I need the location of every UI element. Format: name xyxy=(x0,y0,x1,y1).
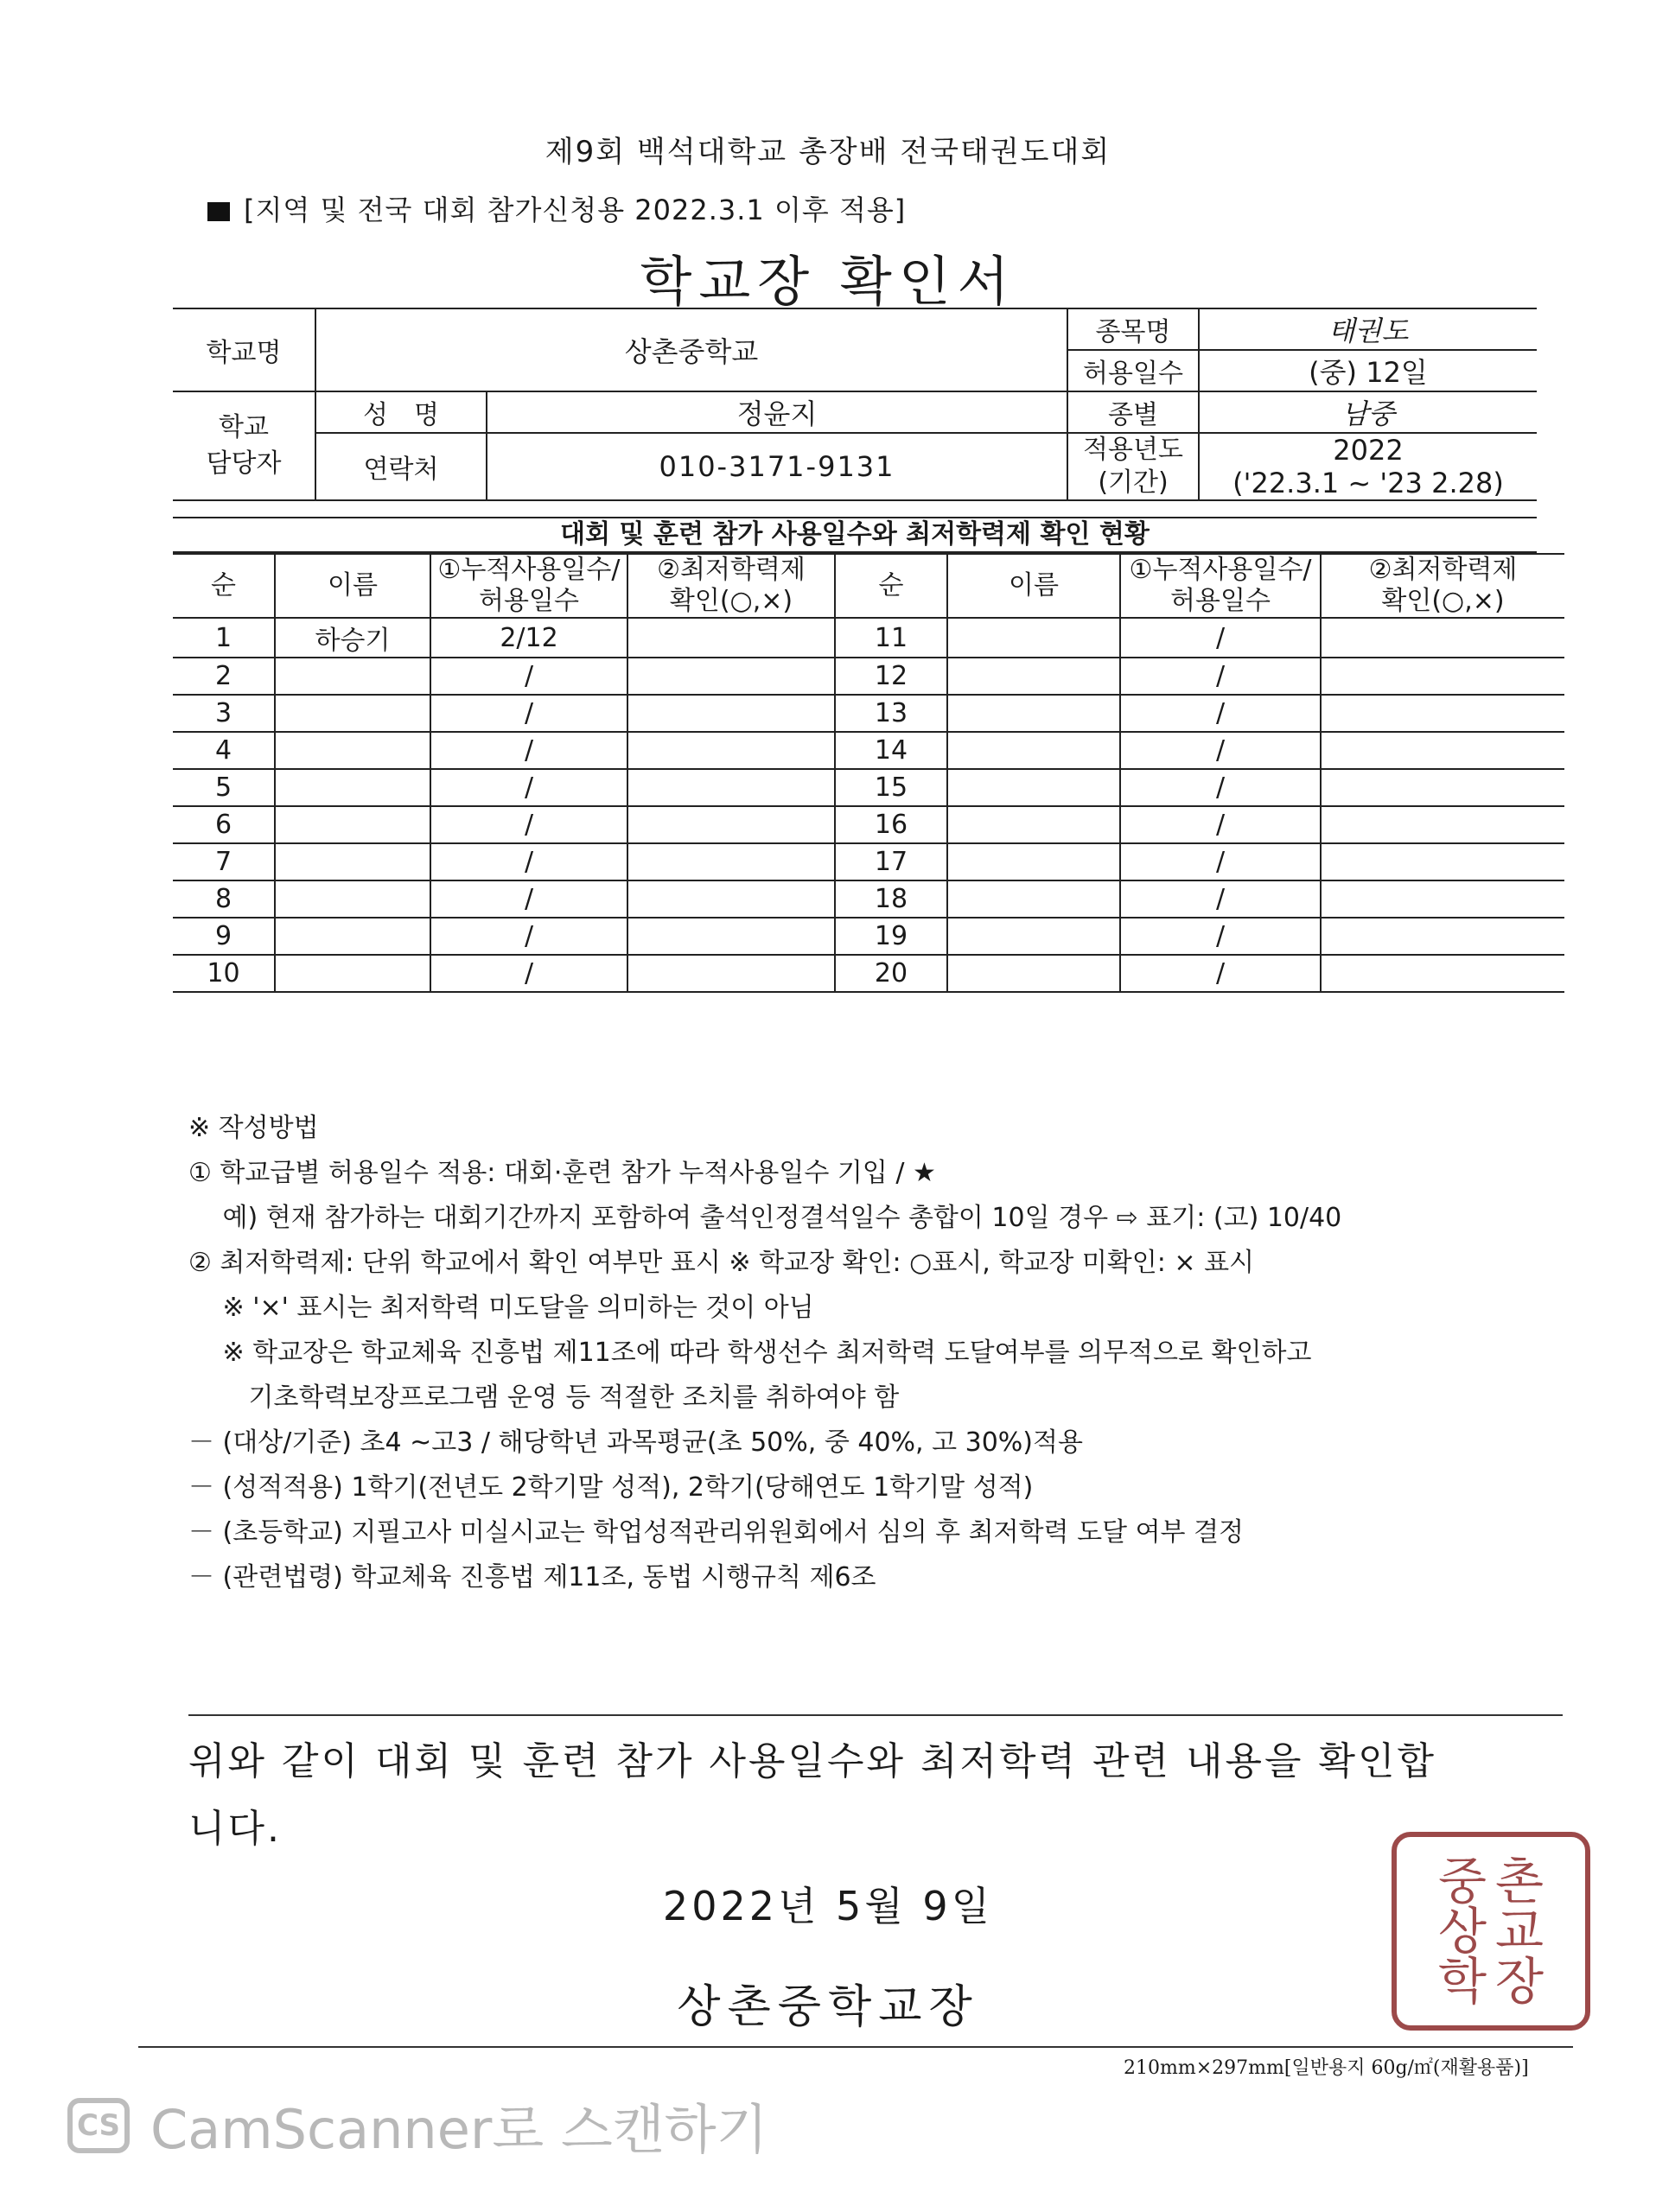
row-number: 11 xyxy=(835,618,947,658)
watermark-text: CamScanner로 스캔하기 xyxy=(150,2098,768,2161)
note-line: － (초등학교) 지필고사 미실시교는 학업성적관리위원회에서 심의 후 최저학력 도달 여부 결정 xyxy=(188,1517,1245,1548)
table-row xyxy=(173,880,1564,918)
table-row xyxy=(173,732,1564,769)
row-number: 2 xyxy=(173,658,275,695)
grade-check xyxy=(1321,880,1564,918)
student-name xyxy=(275,955,430,992)
confirmation-statement xyxy=(188,1728,1571,1863)
table-row xyxy=(173,806,1564,843)
student-name xyxy=(947,955,1120,992)
grade-check xyxy=(627,843,835,880)
student-name xyxy=(275,695,430,732)
days-used: / xyxy=(1120,658,1321,695)
row-number: 3 xyxy=(173,695,275,732)
table-row xyxy=(173,769,1564,806)
col-header-name-left: 이름 xyxy=(275,554,430,618)
seal-char: 장 xyxy=(1494,1952,1545,2011)
category-label: 종별 xyxy=(1067,391,1199,433)
row-number: 20 xyxy=(835,955,947,992)
subtitle xyxy=(207,188,906,228)
days-used: / xyxy=(430,732,627,769)
row-number: 4 xyxy=(173,732,275,769)
seal-char: 상 xyxy=(1437,1902,1487,1961)
roster-table xyxy=(173,553,1564,993)
note-line: 기초학력보장프로그램 운영 등 적절한 조치를 취하여야 함 xyxy=(188,1382,900,1413)
days-used: / xyxy=(430,769,627,806)
student-name xyxy=(275,880,430,918)
col-header-days-right-2: 허용일수 xyxy=(1120,586,1321,618)
days-used: / xyxy=(430,843,627,880)
confirmation-line-2: 니다. xyxy=(188,1807,282,1851)
sport-label: 종목명 xyxy=(1067,308,1199,350)
official-seal-stamp xyxy=(1392,1832,1590,2031)
col-header-days-left: ①누적사용일수/ xyxy=(430,554,627,586)
grade-check xyxy=(627,769,835,806)
table-row xyxy=(173,618,1564,658)
divider xyxy=(138,2046,1573,2048)
status-heading: 대회 및 훈련 참가 사용일수와 최저학력제 확인 현황 xyxy=(173,517,1537,553)
grade-check xyxy=(1321,618,1564,658)
category-value: 남중 xyxy=(1199,391,1537,433)
signer-title: 상촌중학교장 xyxy=(677,1981,979,2033)
col-header-grade-left-2: 확인(○,×) xyxy=(627,586,835,618)
table-row xyxy=(173,955,1564,992)
table-row xyxy=(173,918,1564,955)
grade-check xyxy=(627,918,835,955)
col-header-name-right: 이름 xyxy=(947,554,1120,618)
contact-label-line-2: 담당자 xyxy=(206,448,282,479)
note-line: － (성적적용) 1학기(전년도 2학기말 성적), 2학기(당해연도 1학기말 성적) xyxy=(188,1472,1034,1503)
grade-check xyxy=(627,732,835,769)
grade-check xyxy=(1321,769,1564,806)
row-number: 1 xyxy=(173,618,275,658)
row-number: 18 xyxy=(835,880,947,918)
student-name xyxy=(947,732,1120,769)
row-number: 14 xyxy=(835,732,947,769)
student-name xyxy=(947,806,1120,843)
camscanner-watermark xyxy=(67,2087,768,2164)
school-name-label: 학교명 xyxy=(173,308,315,391)
row-number: 19 xyxy=(835,918,947,955)
grade-check xyxy=(1321,658,1564,695)
student-name xyxy=(275,769,430,806)
contact-label-line-1: 학교 xyxy=(219,412,269,442)
row-number: 5 xyxy=(173,769,275,806)
col-header-grade-right-2: 확인(○,×) xyxy=(1321,586,1564,618)
grade-check xyxy=(1321,918,1564,955)
grade-check xyxy=(627,880,835,918)
seal-char: 촌 xyxy=(1494,1852,1545,1910)
allowed-days-label: 허용일수 xyxy=(1067,350,1199,391)
days-used: / xyxy=(1120,880,1321,918)
student-name xyxy=(947,658,1120,695)
notes-title: ※ 작성방법 xyxy=(188,1113,319,1143)
student-name xyxy=(947,618,1120,658)
col-header-grade-right: ②최저학력제 xyxy=(1321,554,1564,586)
year-label-line-1: 적용년도 xyxy=(1083,435,1183,465)
student-name xyxy=(275,843,430,880)
note-line: － (대상/기준) 초4 ~고3 / 해당학년 과목평균(초 50%, 중 40%, 고 30%)적용 xyxy=(188,1427,1083,1458)
row-number: 8 xyxy=(173,880,275,918)
col-header-grade-left: ②최저학력제 xyxy=(627,554,835,586)
divider xyxy=(188,1714,1563,1716)
row-number: 10 xyxy=(173,955,275,992)
note-line: － (관련법령) 학교체육 진흥법 제11조, 동법 시행규칙 제6조 xyxy=(188,1562,876,1592)
row-number: 6 xyxy=(173,806,275,843)
camscanner-icon: CS xyxy=(67,2098,130,2153)
table-row xyxy=(173,843,1564,880)
sport-value: 태권도 xyxy=(1199,308,1537,350)
seal-char: 중 xyxy=(1437,1852,1487,1910)
roster-body xyxy=(173,618,1564,992)
allowed-days-value: (중) 12일 xyxy=(1199,350,1537,391)
student-name xyxy=(947,769,1120,806)
table-row xyxy=(173,695,1564,732)
year-value-cell xyxy=(1199,433,1537,500)
col-header-no-right: 순 xyxy=(835,554,947,618)
grade-check xyxy=(1321,843,1564,880)
seal-char: 학 xyxy=(1437,1952,1487,2011)
year-value: 2022 xyxy=(1333,434,1404,467)
days-used: / xyxy=(430,658,627,695)
grade-check xyxy=(1321,695,1564,732)
days-used: / xyxy=(1120,732,1321,769)
row-number: 16 xyxy=(835,806,947,843)
note-line: 예) 현재 참가하는 대회기간까지 포함하여 출석인정결석일수 총합이 10일 경우 ⇨ 표기: (고) 10/40 xyxy=(188,1203,1342,1233)
student-name xyxy=(275,658,430,695)
student-name xyxy=(947,880,1120,918)
name-label: 성 명 xyxy=(315,391,487,433)
col-header-days-left-2: 허용일수 xyxy=(430,586,627,618)
student-name: 하승기 xyxy=(275,618,430,658)
days-used: / xyxy=(1120,918,1321,955)
grade-check xyxy=(1321,806,1564,843)
subtitle-text: [지역 및 전국 대회 참가신청용 2022.3.1 이후 적용] xyxy=(244,194,907,226)
days-used: / xyxy=(1120,843,1321,880)
period-value: ('22.3.1 ~ '23 2.28) xyxy=(1232,467,1504,499)
square-bullet-icon xyxy=(207,202,230,221)
paper-size-note: 210mm×297mm[일반용지 60g/㎡(재활용품)] xyxy=(1124,2057,1529,2079)
year-label-line-2: (기간) xyxy=(1098,467,1169,498)
grade-check xyxy=(627,658,835,695)
phone-label: 연락처 xyxy=(315,433,487,500)
days-used: / xyxy=(1120,955,1321,992)
col-header-days-right: ①누적사용일수/ xyxy=(1120,554,1321,586)
grade-check xyxy=(627,618,835,658)
row-number: 17 xyxy=(835,843,947,880)
table-row xyxy=(173,658,1564,695)
confirmation-date: 2022년 5월 9일 xyxy=(662,1883,994,1929)
student-name xyxy=(947,843,1120,880)
document-title: 학교장 확인서 xyxy=(640,250,1016,313)
row-number: 7 xyxy=(173,843,275,880)
note-line: ① 학교급별 허용일수 적용: 대회·훈련 참가 누적사용일수 기입 / ★ xyxy=(188,1158,936,1188)
student-name xyxy=(275,806,430,843)
school-name-value: 상촌중학교 xyxy=(315,308,1067,391)
student-name xyxy=(275,732,430,769)
days-used: / xyxy=(430,918,627,955)
note-line: ※ 학교장은 학교체육 진흥법 제11조에 따라 학생선수 최저학력 도달여부를 의무적으로 확인하고 xyxy=(188,1338,1312,1368)
days-used: / xyxy=(430,880,627,918)
row-number: 13 xyxy=(835,695,947,732)
grade-check xyxy=(627,955,835,992)
days-used: / xyxy=(1120,769,1321,806)
confirmation-line-1: 위와 같이 대회 및 훈련 참가 사용일수와 최저학력 관련 내용을 확인합 xyxy=(188,1739,1436,1783)
col-header-no-left: 순 xyxy=(173,554,275,618)
grade-check xyxy=(627,806,835,843)
grade-check xyxy=(1321,955,1564,992)
year-label xyxy=(1067,433,1199,500)
row-number: 12 xyxy=(835,658,947,695)
row-number: 15 xyxy=(835,769,947,806)
days-used: / xyxy=(1120,806,1321,843)
student-name xyxy=(947,918,1120,955)
school-info-table xyxy=(173,308,1537,501)
grade-check xyxy=(627,695,835,732)
writing-instructions xyxy=(188,1106,1589,1600)
grade-check xyxy=(1321,732,1564,769)
student-name xyxy=(947,695,1120,732)
contact-person-label xyxy=(173,391,315,500)
row-number: 9 xyxy=(173,918,275,955)
days-used: / xyxy=(1120,695,1321,732)
phone-value: 010-3171-9131 xyxy=(487,433,1067,500)
note-line: ② 최저학력제: 단위 학교에서 확인 여부만 표시 ※ 학교장 확인: ○표시, 학교장 미확인: × 표시 xyxy=(188,1248,1255,1278)
note-line: ※ '×' 표시는 최저학력 미도달을 의미하는 것이 아님 xyxy=(188,1293,814,1323)
days-used: / xyxy=(1120,618,1321,658)
days-used: / xyxy=(430,806,627,843)
name-value: 정윤지 xyxy=(487,391,1067,433)
event-title: 제9회 백석대학교 총장배 전국태권도대회 xyxy=(545,135,1111,169)
days-used: / xyxy=(430,955,627,992)
days-used: / xyxy=(430,695,627,732)
days-used: 2/12 xyxy=(430,618,627,658)
seal-char: 교 xyxy=(1494,1902,1545,1961)
student-name xyxy=(275,918,430,955)
